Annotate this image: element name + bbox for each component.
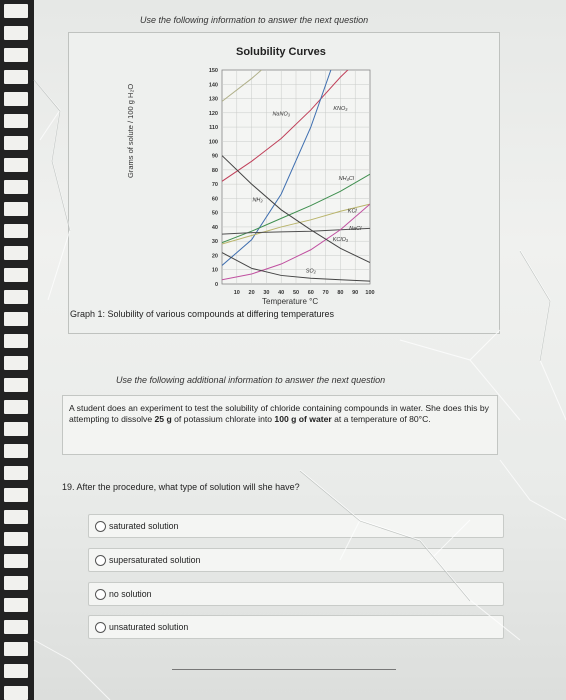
radio-icon[interactable] <box>95 622 106 633</box>
y-tick-label: 0 <box>214 282 218 288</box>
series-label: KClO₃ <box>332 237 349 244</box>
y-tick-label: 50 <box>211 210 218 217</box>
chart-title: Solubility Curves <box>236 46 326 58</box>
option-label: unsaturated solution <box>109 622 189 632</box>
option-unsaturated[interactable] <box>88 615 504 639</box>
x-tick-label: 30 <box>263 290 270 296</box>
chart-x-axis-label: Temperature °C <box>262 297 319 306</box>
y-tick-label: 10 <box>211 267 218 274</box>
radio-icon[interactable] <box>95 521 106 532</box>
y-tick-label: 110 <box>209 125 218 132</box>
answer-underline <box>172 669 396 670</box>
question-prompt <box>62 482 300 492</box>
scenario-text-1: A student does an experiment to test the solubility of chloride containing compounds in water. She does this by attempting to dissolve <box>69 403 489 424</box>
graph-caption: Graph 1: Solubility of various compounds at differing temperatures <box>70 309 334 319</box>
option-label: supersaturated solution <box>109 555 201 565</box>
option-no-solution[interactable] <box>88 582 504 606</box>
series-label: KNO₃ <box>333 105 348 112</box>
series-label: NaCl <box>349 225 362 232</box>
question-number: 19. <box>62 482 75 492</box>
series-label: NH₄Cl <box>338 175 354 182</box>
x-tick-label: 50 <box>292 290 300 296</box>
scenario-text-3: at a temperature of 80°C. <box>331 414 431 424</box>
scenario-box <box>62 395 498 455</box>
y-tick-label: 120 <box>208 110 218 117</box>
series-label: KCl <box>347 208 357 215</box>
chart-y-axis-label: Grams of solute / 100 g H₂O <box>126 83 135 178</box>
x-tick-label: 70 <box>322 290 329 296</box>
option-supersaturated[interactable] <box>88 548 504 572</box>
x-tick-label: 10 <box>233 290 240 296</box>
y-tick-label: 150 <box>208 68 218 74</box>
y-tick-label: 100 <box>208 139 218 146</box>
y-tick-label: 80 <box>211 167 218 174</box>
scenario-mass: 25 g <box>154 414 172 424</box>
intro-instruction-bottom: Use the following additional information to answer the next question <box>116 375 386 385</box>
series-label: NaNO₃ <box>272 111 290 118</box>
x-tick-label: 80 <box>337 290 344 296</box>
radio-icon[interactable] <box>95 555 106 566</box>
radio-icon[interactable] <box>95 589 106 600</box>
intro-instruction-top: Use the following information to answer the next question <box>140 15 369 25</box>
y-tick-label: 90 <box>211 153 218 160</box>
y-tick-label: 20 <box>211 253 218 260</box>
option-label: saturated solution <box>109 521 179 531</box>
scenario-water: 100 g of water <box>274 414 332 424</box>
scenario-text-2: of potassium chlorate into <box>171 414 275 424</box>
y-tick-label: 140 <box>208 82 218 89</box>
x-tick-label: 90 <box>352 290 359 296</box>
y-tick-label: 60 <box>211 196 218 203</box>
x-tick-label: 100 <box>365 290 375 296</box>
y-tick-label: 40 <box>211 224 218 231</box>
y-tick-label: 70 <box>211 182 218 189</box>
x-tick-label: 60 <box>307 290 314 296</box>
x-tick-label: 40 <box>278 290 285 296</box>
series-label: NH₃ <box>252 197 263 204</box>
x-tick-label: 20 <box>248 290 255 296</box>
y-tick-label: 30 <box>211 239 218 246</box>
question-text: After the procedure, what type of solution will she have? <box>76 482 300 492</box>
option-saturated[interactable] <box>88 514 504 538</box>
y-tick-label: 130 <box>208 96 218 103</box>
option-label: no solution <box>109 589 152 599</box>
series-label: SO₂ <box>305 268 316 275</box>
